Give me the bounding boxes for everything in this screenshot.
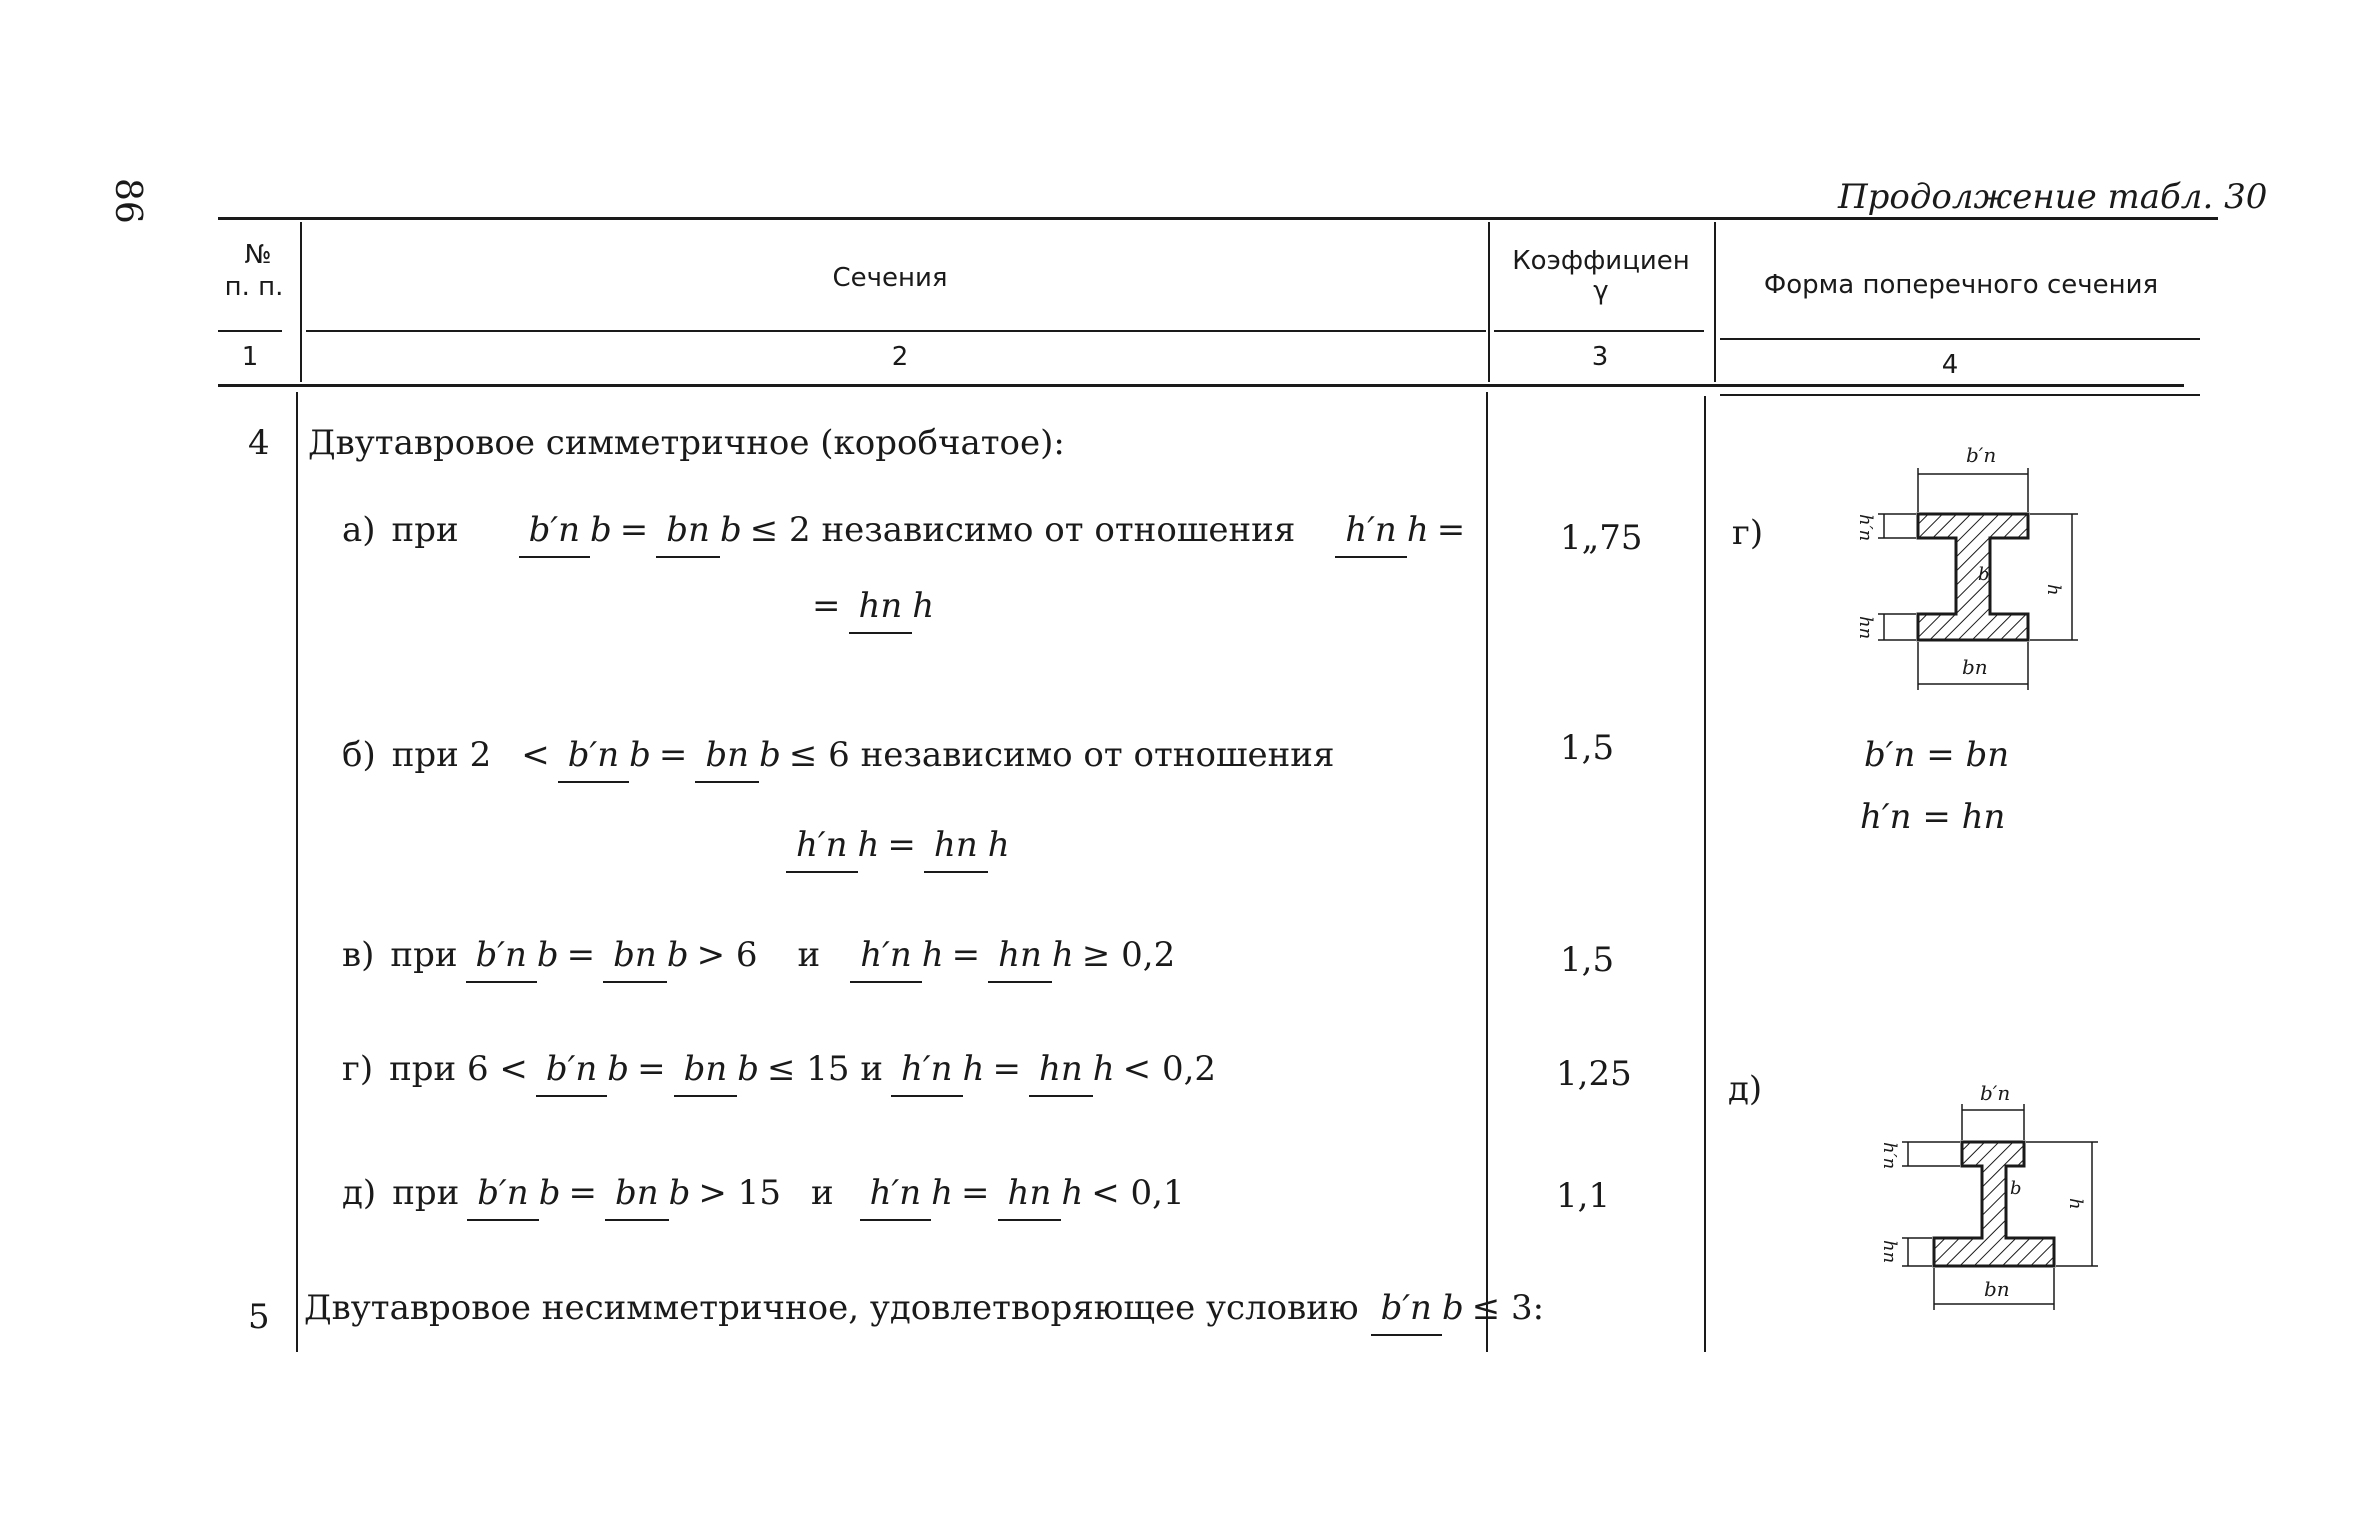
row-4-title: Двутавровое симметричное (коробчатое): xyxy=(308,423,1065,463)
colnum-3: 3 xyxy=(1591,342,1609,372)
col-divider-3 xyxy=(1714,222,1716,382)
header-bottom-rule xyxy=(218,384,2184,387)
case-d-and: и xyxy=(810,1173,834,1213)
svg-text:hп: hп xyxy=(1855,616,1876,640)
svg-text:h′п: h′п xyxy=(1879,1142,1900,1170)
case-g-text: при 6 < xyxy=(389,1049,528,1089)
case-d-label: д) xyxy=(342,1173,377,1213)
colnum-2: 2 xyxy=(891,342,909,372)
eq-sign: = xyxy=(812,586,841,626)
eq-sign: = xyxy=(619,510,649,550)
header-bottom-rule-right xyxy=(1720,394,2200,396)
case-a-cont xyxy=(812,556,942,656)
table-top-rule xyxy=(218,217,2218,220)
frac-hprime-h: h′п h xyxy=(1335,510,1428,550)
case-g xyxy=(342,1014,1216,1124)
eq-sign: = xyxy=(568,1173,597,1213)
fig-g-label: г) xyxy=(1732,513,1764,553)
svg-text:b: b xyxy=(1978,564,1990,585)
frac-bprime-b: b′п b xyxy=(466,935,559,975)
frac-bprime-b: b′п b xyxy=(467,1173,560,1213)
frac-bp-b: bп b xyxy=(605,1173,690,1213)
header-num-label: п. п. xyxy=(224,272,284,302)
frac-hprime-h: h′п h xyxy=(891,1049,984,1089)
svg-text:h′п: h′п xyxy=(1855,514,1876,542)
row-number-5: 5 xyxy=(248,1297,270,1337)
eq-sign: = xyxy=(658,735,688,775)
continuation-title: Продолжение табл. 30 xyxy=(1838,177,2268,217)
header-sub-rule-4 xyxy=(1720,338,2200,340)
case-v-cond2: ≥ 0,2 xyxy=(1081,935,1176,975)
header-sub-rule-1 xyxy=(218,330,282,332)
frac-bprime-b: b′п b xyxy=(519,510,612,550)
col-divider-2b xyxy=(1486,392,1488,1352)
coef-g: 1,25 xyxy=(1556,1054,1632,1094)
col-divider-2 xyxy=(1488,222,1490,382)
header-num-symbol: № xyxy=(244,240,272,270)
coef-d: 1,1 xyxy=(1556,1176,1611,1216)
frac-hprime-h: h′п h xyxy=(850,935,943,975)
case-b-condition: ≤ 6 независимо от отношения xyxy=(788,735,1335,775)
frac-hp-h: hп h xyxy=(924,825,1010,865)
header-form: Форма поперечного сечения xyxy=(1763,270,2159,300)
row-number-4: 4 xyxy=(248,423,270,463)
lt-sign: < xyxy=(521,735,550,775)
frac-bprime-b: b′п b xyxy=(536,1049,629,1089)
frac-hp-h: hп h xyxy=(998,1173,1084,1213)
eq-sign: = xyxy=(887,825,916,865)
col-divider-1 xyxy=(300,222,302,382)
case-a-text: при xyxy=(391,510,459,550)
eq-sign: = xyxy=(566,935,596,975)
col-divider-1b xyxy=(296,392,298,1352)
frac-hprime-h: h′п h xyxy=(786,825,879,865)
eq-sign: = xyxy=(1436,510,1466,550)
svg-text:b: b xyxy=(2010,1178,2022,1199)
fig-eq-1: b′п = bп xyxy=(1864,735,2010,775)
header-coef-line1: Коэффициен xyxy=(1512,246,1690,276)
fig-eq-2: h′п = hп xyxy=(1860,797,2006,837)
case-b-cont xyxy=(778,790,1018,900)
coef-v: 1,5 xyxy=(1560,940,1615,980)
svg-text:h: h xyxy=(2043,584,2064,596)
col-divider-3b xyxy=(1704,396,1706,1352)
eq-sign: = xyxy=(961,1173,990,1213)
row-5-condition: ≤ 3: xyxy=(1471,1288,1545,1328)
header-sub-rule-3 xyxy=(1494,330,1704,332)
i-beam-asymmetric-figure xyxy=(1844,1070,2104,1320)
header-coef-line2: γ xyxy=(1593,276,1609,306)
case-v-cond1: > 6 xyxy=(696,935,758,975)
frac-bprime-b: b′п b xyxy=(1371,1288,1464,1328)
colnum-4: 4 xyxy=(1941,350,1959,380)
eq-sign: = xyxy=(951,935,981,975)
case-v-text: при xyxy=(390,935,458,975)
frac-hp-h: hп h xyxy=(849,586,935,626)
frac-hp-h: hп h xyxy=(1029,1049,1115,1089)
coef-b: 1,5 xyxy=(1560,728,1615,768)
case-d-cond1: > 15 xyxy=(698,1173,781,1213)
frac-hp-h: hп h xyxy=(988,935,1074,975)
case-d-text: при xyxy=(392,1173,460,1213)
eq-sign: = xyxy=(992,1049,1021,1089)
coef-a: 1„75 xyxy=(1560,518,1643,558)
eq-sign: = xyxy=(637,1049,666,1089)
case-a-condition: ≤ 2 независимо от отношения xyxy=(749,510,1296,550)
case-a-label: а) xyxy=(342,510,376,550)
svg-text:bп: bп xyxy=(1962,655,1988,679)
colnum-1: 1 xyxy=(241,342,259,372)
case-g-cond2: < 0,2 xyxy=(1122,1049,1217,1089)
svg-text:hп: hп xyxy=(1879,1240,1900,1264)
svg-text:h: h xyxy=(2065,1198,2086,1210)
fig-d-label: д) xyxy=(1728,1069,1763,1109)
row-5-title-text: Двутавровое несимметричное, удовлетворяющее условию xyxy=(304,1288,1359,1328)
svg-text:b′п: b′п xyxy=(1980,1081,2011,1105)
header-sections: Сечения xyxy=(832,263,948,293)
frac-bprime-b: b′п b xyxy=(558,735,651,775)
case-d-cond2: < 0,1 xyxy=(1091,1173,1185,1213)
case-v xyxy=(342,900,1175,1010)
frac-hprime-h: h′п h xyxy=(860,1173,953,1213)
case-b-label: б) xyxy=(342,735,376,775)
case-d xyxy=(342,1138,1185,1248)
frac-bp-b: bп b xyxy=(603,935,688,975)
svg-text:bп: bп xyxy=(1984,1277,2010,1301)
i-beam-symmetric-figure xyxy=(1838,434,2088,704)
page-number: 86 xyxy=(107,178,148,224)
frac-bp-b: bп b xyxy=(674,1049,759,1089)
frac-bp-b: bп b xyxy=(656,510,741,550)
frac-bp-b: bп b xyxy=(695,735,780,775)
case-b-text: при 2 xyxy=(391,735,492,775)
case-v-label: в) xyxy=(342,935,375,975)
case-g-cond1: ≤ 15 и xyxy=(767,1049,884,1089)
header-sub-rule-2 xyxy=(306,330,1486,332)
row-5-title xyxy=(304,1248,1544,1368)
svg-text:b′п: b′п xyxy=(1966,443,1997,467)
case-v-and: и xyxy=(797,935,821,975)
case-g-label: г) xyxy=(342,1049,374,1089)
